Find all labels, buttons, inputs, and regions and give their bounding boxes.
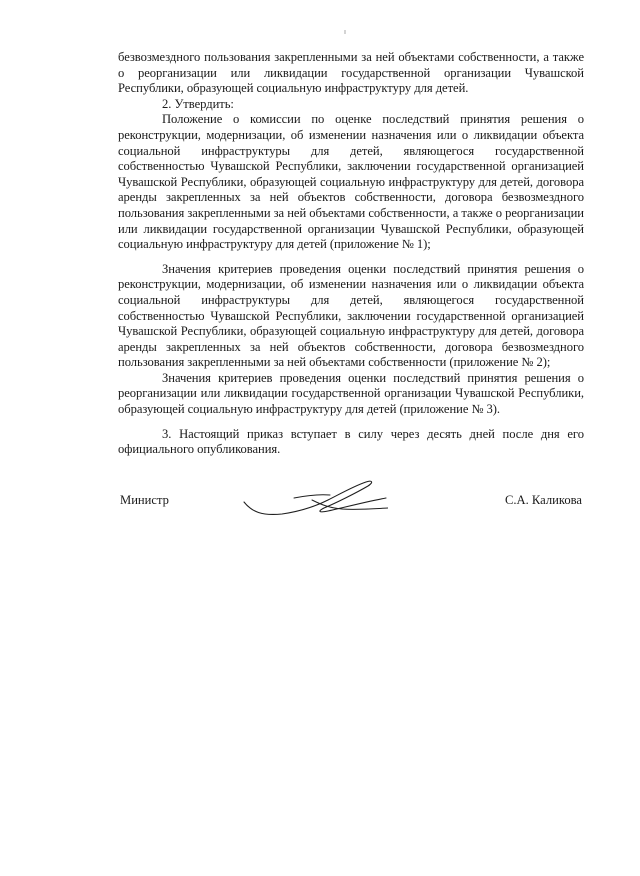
document-body (118, 50, 584, 458)
signature-block (120, 490, 582, 530)
signatory-name: С.А. Каликова (504, 493, 582, 507)
scan-mark (344, 30, 346, 34)
paragraph-regulation: Положение о комиссии по оценке последствий принятия решения о реконструкции, модернизации, об изменении назначения или о ликвидации объекта социальной инфраструктуры для детей, являющегося государственной собственностью Чувашской Республики, заключении государственной организацией Чувашской Республики, образующей социальную инфраструктуру для детей, договора аренды закрепленных за ней объектов собственности, договора безвозмездного пользования закрепленными за ней объектами собственности, а также о реорганизации или ликвидации государственной организации Чувашской Республики, образующей социальную инфраструктуру для детей (приложение № 1); (118, 112, 584, 252)
paragraph-criteria-2: Значения критериев проведения оценки последствий принятия решения о реорганизации или ликвидации государственной организации Чувашской Республики, образующей социальную инфраструктуру для детей (приложение № 3). (118, 370, 584, 417)
handwritten-signature (238, 478, 388, 528)
paragraph-item-3: 3. Настоящий приказ вступает в силу через десять дней после дня его официального опубликования. (118, 426, 584, 457)
paragraph-item-2: 2. Утвердить: (162, 96, 234, 111)
signatory-title: Министр (120, 493, 169, 507)
paragraph-criteria-1: Значения критериев проведения оценки последствий принятия решения о реконструкции, модернизации, об изменении назначения или о ликвидации объекта социальной инфраструктуры для детей, являющегося государственной собственностью Чувашской Республики, заключении государственной организацией Чувашской Республики, образующей социальную инфраструктуру для детей, договора аренды закрепленных за ней объектов собственности, договора безвозмездного пользования закрепленными за ней объектами собственности (приложение № 2); (118, 261, 584, 370)
paragraph-continuation: безвозмездного пользования закрепленными за ней объектами собственности, а также о реорганизации или ликвидации государственной организации Чувашской Республики, образующей социальную инфраструктуру для детей. (118, 50, 584, 96)
